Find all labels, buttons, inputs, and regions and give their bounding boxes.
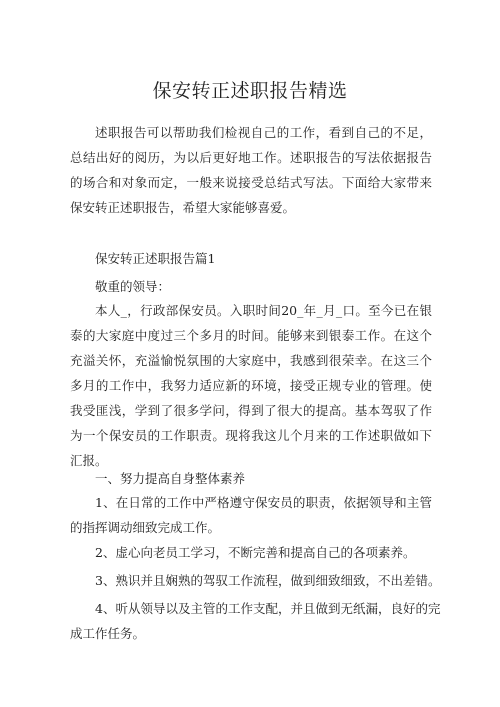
intro-paragraph: 述职报告可以帮助我们检视自己的工作，看到自己的不足，总结出好的阅历，为以后更好地工作。述职报告的写法依据报告的场合和对象而定，一般来说接受总结式写法。下面给大家带来保安转正述职报告，希望大家能够喜爱。 (70, 125, 432, 215)
document-title: 保安转正述职报告精选 (152, 80, 348, 102)
list-item-4: 4、听从领导以及主管的工作支配，并且做到无纸漏，良好的完 (95, 601, 441, 616)
list-item-3: 3、熟识并且娴熟的驾驭工作流程，做到细致细致，不出差错。 (95, 573, 441, 588)
report-subtitle: 保安转正述职报告篇1 (95, 251, 216, 266)
section-heading: 一、努力提高自身整体素养 (95, 471, 246, 486)
greeting: 敬重的领导： (95, 279, 171, 294)
list-item-4-continuation: 成工作任务。 (70, 626, 146, 641)
body-paragraph: 本人_，行政部保安员。入职时间20_年_月_口。至今已在银泰的大家庭中度过三个多月的时间。能够来到银泰工作。在这个充溢关怀，充溢愉悦氛围的大家庭中，我感到很荣幸。在这三个多月的工作中，我努力适应新的环境，接受正规专业的管理。使我受匪浅，学到了很多学问，得到了很大的提高。基本驾驭了作为一个保安员的工作职责。现将我这儿个月来的工作述职做如下汇报。 (70, 303, 432, 468)
list-item-2: 2、虚心向老员工学习，不断完善和提高自己的各项素养。 (95, 545, 416, 560)
list-item-1: 1、在日常的工作中严格遵守保安员的职责，依据领导和主管的指挥调动细致完成工作。 (70, 495, 432, 535)
